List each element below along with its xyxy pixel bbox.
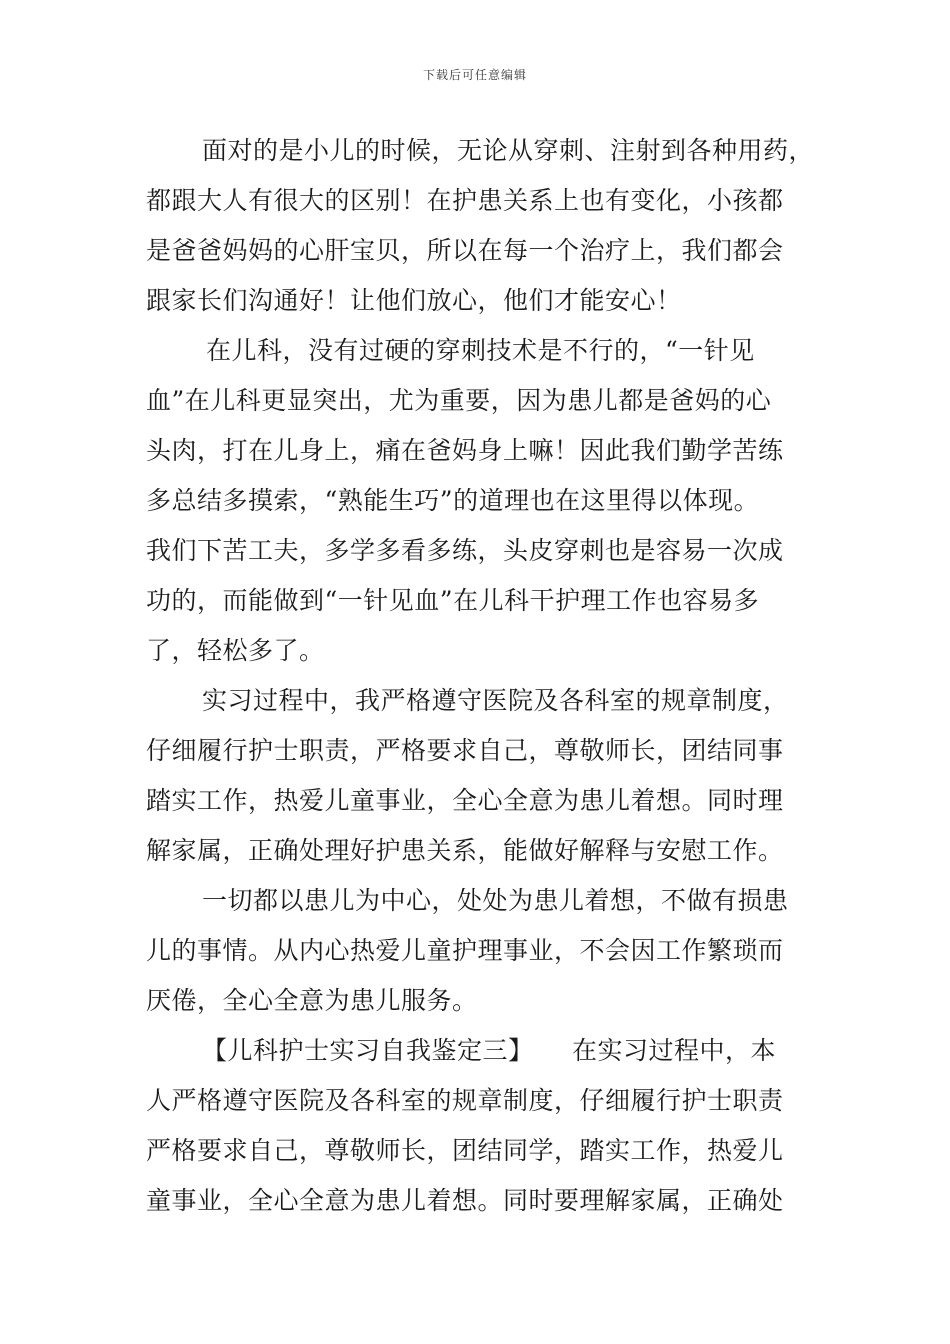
text-line: 功的，而能做到“一针见血”在儿科干护理工作也容易多 [146, 586, 760, 615]
text-line: 厌倦，全心全意为患儿服务。 [146, 986, 478, 1015]
text-line: 了，轻松多了。 [146, 636, 325, 665]
text-line: 头肉，打在儿身上，痛在爸妈身上嘛！因此我们勤学苦练 [146, 436, 784, 465]
header-note: 下载后可任意编辑 [422, 68, 527, 82]
text-line: 多总结多摸索，“熟能生巧”的道理也在这里得以体现。 [146, 486, 760, 515]
text-line: 仔细履行护士职责，严格要求自己，尊敬师长，团结同事 [146, 736, 784, 765]
text-line: 儿的事情。从内心热爱儿童护理事业，不会因工作繁琐而 [146, 936, 784, 965]
section-heading-line: 【儿科护士实习自我鉴定三】 在实习过程中，本 [202, 1036, 777, 1065]
text-line: 都跟大人有很大的区别！在护患关系上也有变化，小孩都 [146, 186, 784, 215]
text-line: 人严格遵守医院及各科室的规章制度，仔细履行护士职责 [146, 1086, 784, 1115]
text-line: 实习过程中，我严格遵守医院及各科室的规章制度， [202, 686, 789, 715]
text-line: 我们下苦工夫，多学多看多练，头皮穿刺也是容易一次成 [146, 536, 784, 565]
text-line: 是爸爸妈妈的心肝宝贝，所以在每一个治疗上，我们都会 [146, 236, 784, 265]
text-line: 在儿科，没有过硬的穿刺技术是不行的，“一针见 [206, 336, 755, 365]
text-line: 面对的是小儿的时候，无论从穿刺、注射到各种用药， [202, 136, 815, 165]
text-line: 一切都以患儿为中心，处处为患儿着想，不做有损患 [202, 886, 789, 915]
text-line: 血”在儿科更显突出，尤为重要，因为患儿都是爸妈的心 [146, 386, 772, 415]
document-body [146, 126, 816, 1226]
text-line: 踏实工作，热爱儿童事业，全心全意为患儿着想。同时理 [146, 786, 784, 815]
text-line: 解家属，正确处理好护患关系，能做好解释与安慰工作。 [146, 836, 784, 865]
text-line: 严格要求自己，尊敬师长，团结同学，踏实工作，热爱儿 [146, 1136, 784, 1165]
text-line: 童事业，全心全意为患儿着想。同时要理解家属，正确处 [146, 1186, 784, 1215]
text-line: 跟家长们沟通好！让他们放心，他们才能安心！ [146, 286, 682, 315]
